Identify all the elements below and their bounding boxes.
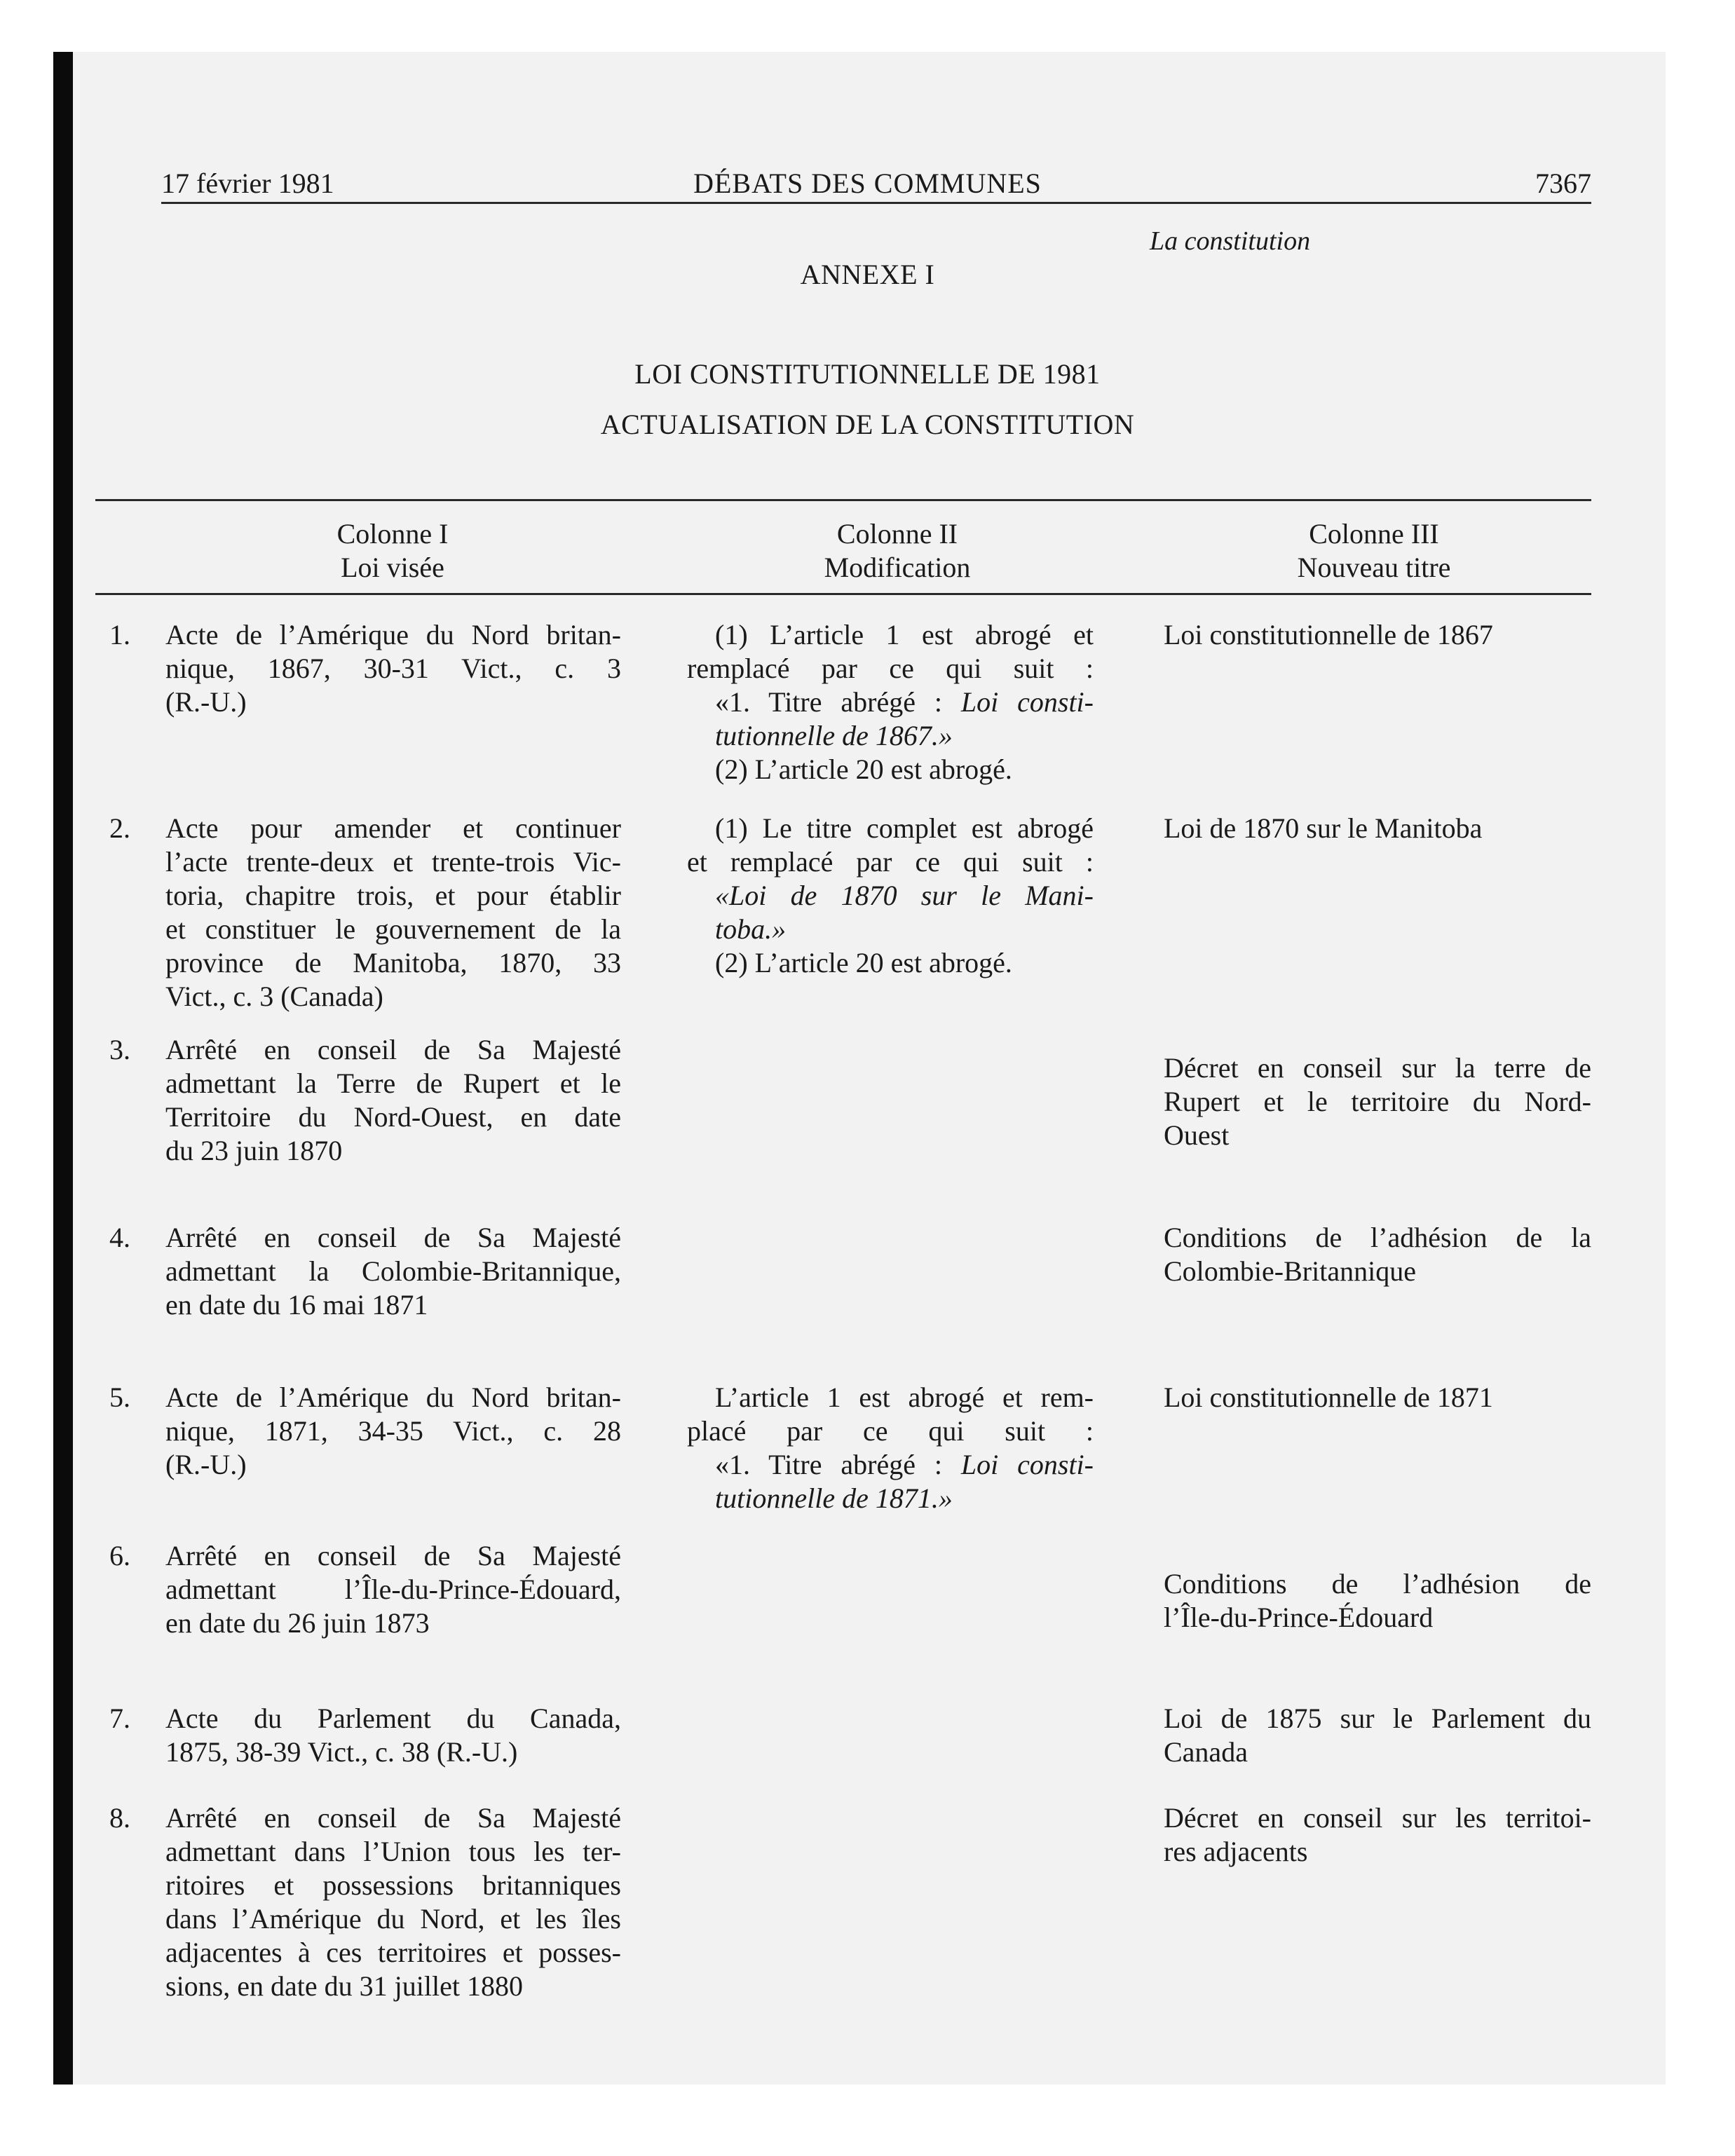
new-title-cell: Conditions de l’adhésion de l’Île-du-Prince-Édouard bbox=[1164, 1568, 1591, 1633]
header-rule bbox=[161, 202, 1591, 204]
law-cell: Acte de l’Amérique du Nord britan- nique, 1867, 30-31 Vict., c. 3 (R.-U.) bbox=[165, 619, 621, 718]
row-number: 2. bbox=[109, 812, 130, 844]
row-number: 1. bbox=[109, 619, 130, 650]
row-number: 5. bbox=[109, 1381, 130, 1413]
row-number: 4. bbox=[109, 1222, 130, 1253]
new-title-cell: Loi constitutionnelle de 1867 bbox=[1164, 619, 1493, 650]
header-page-number: 7367 bbox=[1535, 168, 1591, 199]
law-cell: Acte du Parlement du Canada, 1875, 38-39 Vict., c. 38 (R.-U.) bbox=[165, 1703, 621, 1768]
new-title-cell: Loi de 1875 sur le Parlement du Canada bbox=[1164, 1703, 1591, 1768]
act-title: LOI CONSTITUTIONNELLE DE 1981 bbox=[634, 358, 1101, 390]
new-title-cell: Conditions de l’adhésion de la Colombie-Britannique bbox=[1164, 1222, 1591, 1287]
law-cell: Arrêté en conseil de Sa Majesté admettant l’Île-du-Prince-Édouard, en date du 26 juin 1873 bbox=[165, 1540, 621, 1639]
amendment-cell: (1) L’article 1 est abrogé et remplacé par ce qui suit : «1. Titre abrégé : Loi consti- tutionnelle de 1867.» (2) L’article 20 est abrogé. bbox=[687, 619, 1094, 785]
new-title-cell: Loi de 1870 sur le Manitoba bbox=[1164, 812, 1483, 844]
column-header-2: Colonne II Modification bbox=[824, 518, 971, 583]
law-cell: Acte pour amender et continuer l’acte trente-deux et trente-trois Vic- toria, chapitre trois, et pour établir et constituer le gouvernement de la province de Manitoba, 1870, 33 Vict., c. 3 (Canada) bbox=[165, 812, 621, 1012]
row-number: 7. bbox=[109, 1703, 130, 1734]
new-title-cell: Décret en conseil sur la terre de Rupert et le territoire du Nord- Ouest bbox=[1164, 1052, 1591, 1151]
running-title: La constitution bbox=[1150, 226, 1311, 256]
table-header-rule bbox=[95, 593, 1591, 595]
law-cell: Arrêté en conseil de Sa Majesté admettant dans l’Union tous les ter- ritoires et possessions britanniques dans l’Amérique du Nord, et les îles adjacentes à ces territoires et posses- sions, en date du 31 juillet 1880 bbox=[165, 1802, 621, 2002]
column-header-1: Colonne I Loi visée bbox=[336, 518, 449, 583]
header-date: 17 février 1981 bbox=[161, 168, 334, 199]
table-top-rule bbox=[95, 499, 1591, 501]
row-number: 8. bbox=[109, 1802, 130, 1834]
law-cell: Acte de l’Amérique du Nord britan- nique, 1871, 34-35 Vict., c. 28 (R.-U.) bbox=[165, 1381, 621, 1480]
law-cell: Arrêté en conseil de Sa Majesté admettant la Terre de Rupert et le Territoire du Nord-Ouest, en date du 23 juin 1870 bbox=[165, 1034, 621, 1166]
amendment-cell: (1) Le titre complet est abrogé et remplacé par ce qui suit : «Loi de 1870 sur le Mani- toba.» (2) L’article 20 est abrogé. bbox=[687, 812, 1094, 978]
row-number: 6. bbox=[109, 1540, 130, 1571]
act-subtitle: ACTUALISATION DE LA CONSTITUTION bbox=[600, 409, 1135, 440]
scan-edge-bar bbox=[53, 52, 73, 2085]
amendment-cell: L’article 1 est abrogé et rem- placé par ce qui suit : «1. Titre abrégé : Loi consti- tutionnelle de 1871.» bbox=[687, 1381, 1094, 1514]
column-header-3: Colonne III Nouveau titre bbox=[1297, 518, 1451, 583]
new-title-cell: Décret en conseil sur les territoi- res adjacents bbox=[1164, 1802, 1591, 1867]
law-cell: Arrêté en conseil de Sa Majesté admettant la Colombie-Britannique, en date du 16 mai 1871 bbox=[165, 1222, 621, 1321]
header-publication: DÉBATS DES COMMUNES bbox=[693, 168, 1042, 199]
row-number: 3. bbox=[109, 1034, 130, 1065]
annex-title: ANNEXE I bbox=[800, 259, 935, 290]
new-title-cell: Loi constitutionnelle de 1871 bbox=[1164, 1381, 1493, 1413]
